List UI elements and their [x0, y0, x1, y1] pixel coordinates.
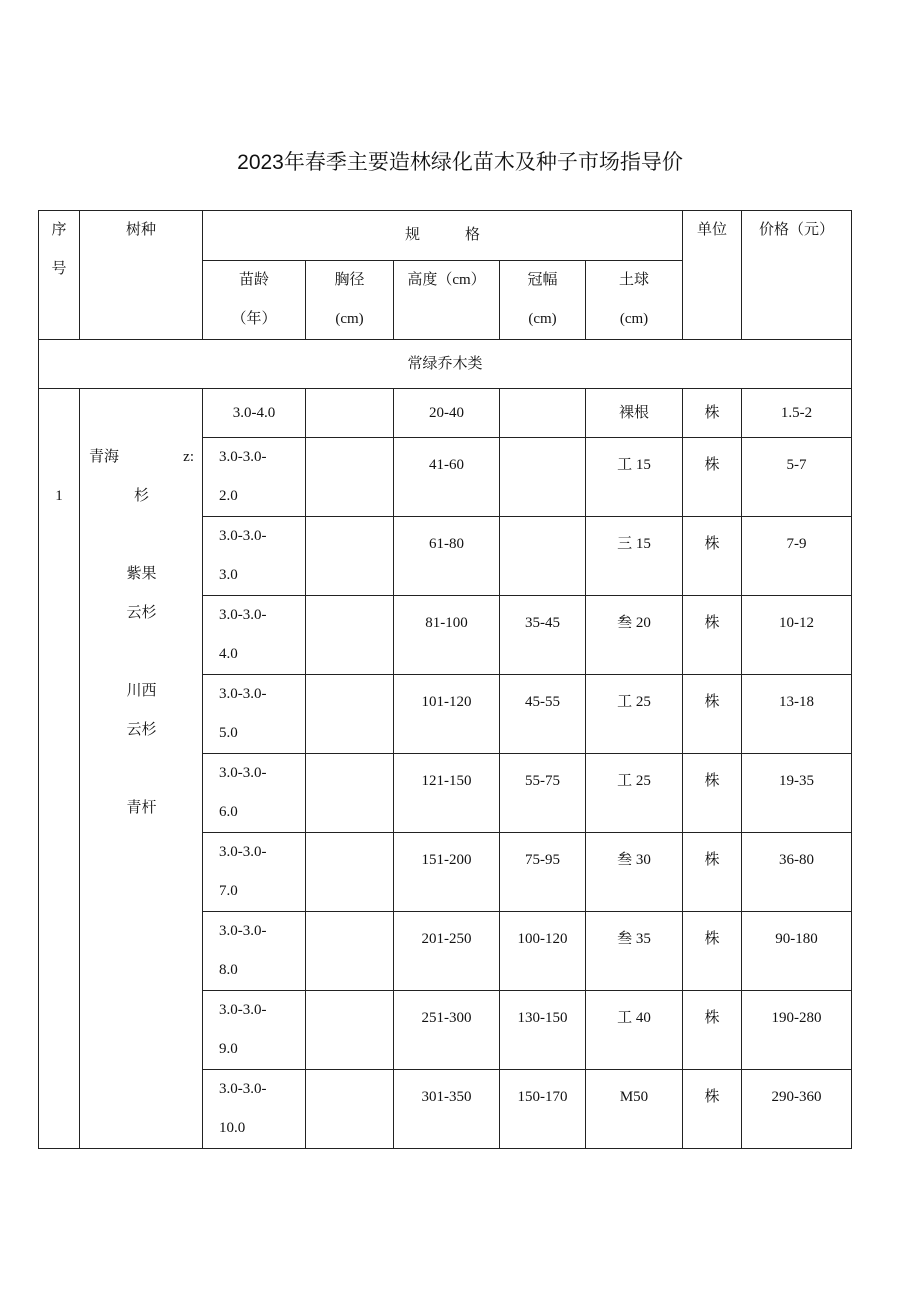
price-cell: 1.5-2 — [742, 389, 852, 438]
category-row: 常绿乔木类 — [39, 340, 852, 389]
crown-cell — [500, 438, 586, 517]
height-cell: 61-80 — [394, 517, 500, 596]
price-cell: 10-12 — [742, 596, 852, 675]
price-cell: 5-7 — [742, 438, 852, 517]
dbh-cell — [306, 675, 394, 754]
price-cell: 290-360 — [742, 1070, 852, 1149]
crown-cell — [500, 389, 586, 438]
header-age: 苗龄 （年） — [203, 261, 306, 340]
unit-cell: 株 — [683, 517, 742, 596]
soil-cell: 叁 35 — [586, 912, 683, 991]
soil-cell: M50 — [586, 1070, 683, 1149]
soil-cell: 叁 20 — [586, 596, 683, 675]
dbh-cell — [306, 1070, 394, 1149]
price-cell: 190-280 — [742, 991, 852, 1070]
header-spec: 规 格 — [203, 211, 683, 261]
age-cell: 3.0-3.0- 8.0 — [203, 912, 306, 991]
price-cell: 7-9 — [742, 517, 852, 596]
header-crown: 冠幅 (cm) — [500, 261, 586, 340]
price-cell: 90-180 — [742, 912, 852, 991]
height-cell: 20-40 — [394, 389, 500, 438]
soil-cell: 工 25 — [586, 754, 683, 833]
unit-cell: 株 — [683, 1070, 742, 1149]
dbh-cell — [306, 517, 394, 596]
document-title: 2023年春季主要造林绿化苗木及种子市场指导价 — [237, 151, 683, 174]
header-unit: 单位 — [683, 211, 742, 340]
age-cell: 3.0-4.0 — [203, 389, 306, 438]
height-cell: 41-60 — [394, 438, 500, 517]
age-cell: 3.0-3.0- 9.0 — [203, 991, 306, 1070]
dbh-cell — [306, 912, 394, 991]
header-seq: 序 号 — [39, 211, 80, 340]
price-cell: 13-18 — [742, 675, 852, 754]
crown-cell: 55-75 — [500, 754, 586, 833]
price-table — [38, 210, 852, 1149]
age-cell: 3.0-3.0- 4.0 — [203, 596, 306, 675]
crown-cell: 75-95 — [500, 833, 586, 912]
price-cell: 19-35 — [742, 754, 852, 833]
table-row — [39, 389, 852, 438]
dbh-cell — [306, 438, 394, 517]
header-dbh: 胸径 (cm) — [306, 261, 394, 340]
height-cell: 121-150 — [394, 754, 500, 833]
age-cell: 3.0-3.0- 3.0 — [203, 517, 306, 596]
soil-cell: 工 40 — [586, 991, 683, 1070]
unit-cell: 株 — [683, 754, 742, 833]
height-cell: 251-300 — [394, 991, 500, 1070]
header-price: 价格（元） — [742, 211, 852, 340]
soil-cell: 三 15 — [586, 517, 683, 596]
soil-cell: 叁 30 — [586, 833, 683, 912]
seq-cell: 1 — [39, 389, 80, 1149]
age-cell: 3.0-3.0- 5.0 — [203, 675, 306, 754]
dbh-cell — [306, 389, 394, 438]
header-soil: 土球 (cm) — [586, 261, 683, 340]
age-cell: 3.0-3.0- 2.0 — [203, 438, 306, 517]
header-height: 高度（cm） — [394, 261, 500, 340]
crown-cell: 35-45 — [500, 596, 586, 675]
height-cell: 151-200 — [394, 833, 500, 912]
dbh-cell — [306, 833, 394, 912]
unit-cell: 株 — [683, 389, 742, 438]
height-cell: 301-350 — [394, 1070, 500, 1149]
crown-cell: 100-120 — [500, 912, 586, 991]
price-cell: 36-80 — [742, 833, 852, 912]
crown-cell: 45-55 — [500, 675, 586, 754]
crown-cell: 150-170 — [500, 1070, 586, 1149]
crown-cell — [500, 517, 586, 596]
dbh-cell — [306, 991, 394, 1070]
soil-cell: 工 25 — [586, 675, 683, 754]
crown-cell: 130-150 — [500, 991, 586, 1070]
unit-cell: 株 — [683, 912, 742, 991]
unit-cell: 株 — [683, 833, 742, 912]
height-cell: 81-100 — [394, 596, 500, 675]
unit-cell: 株 — [683, 991, 742, 1070]
header-species: 树种 — [80, 211, 203, 340]
height-cell: 101-120 — [394, 675, 500, 754]
soil-cell: 工 15 — [586, 438, 683, 517]
dbh-cell — [306, 596, 394, 675]
unit-cell: 株 — [683, 596, 742, 675]
unit-cell: 株 — [683, 438, 742, 517]
age-cell: 3.0-3.0- 7.0 — [203, 833, 306, 912]
unit-cell: 株 — [683, 675, 742, 754]
age-cell: 3.0-3.0- 6.0 — [203, 754, 306, 833]
species-cell: 青海 z: 杉 紫果 云杉 川西 云杉 青杆 — [80, 389, 203, 1149]
dbh-cell — [306, 754, 394, 833]
age-cell: 3.0-3.0- 10.0 — [203, 1070, 306, 1149]
height-cell: 201-250 — [394, 912, 500, 991]
soil-cell: 裸根 — [586, 389, 683, 438]
